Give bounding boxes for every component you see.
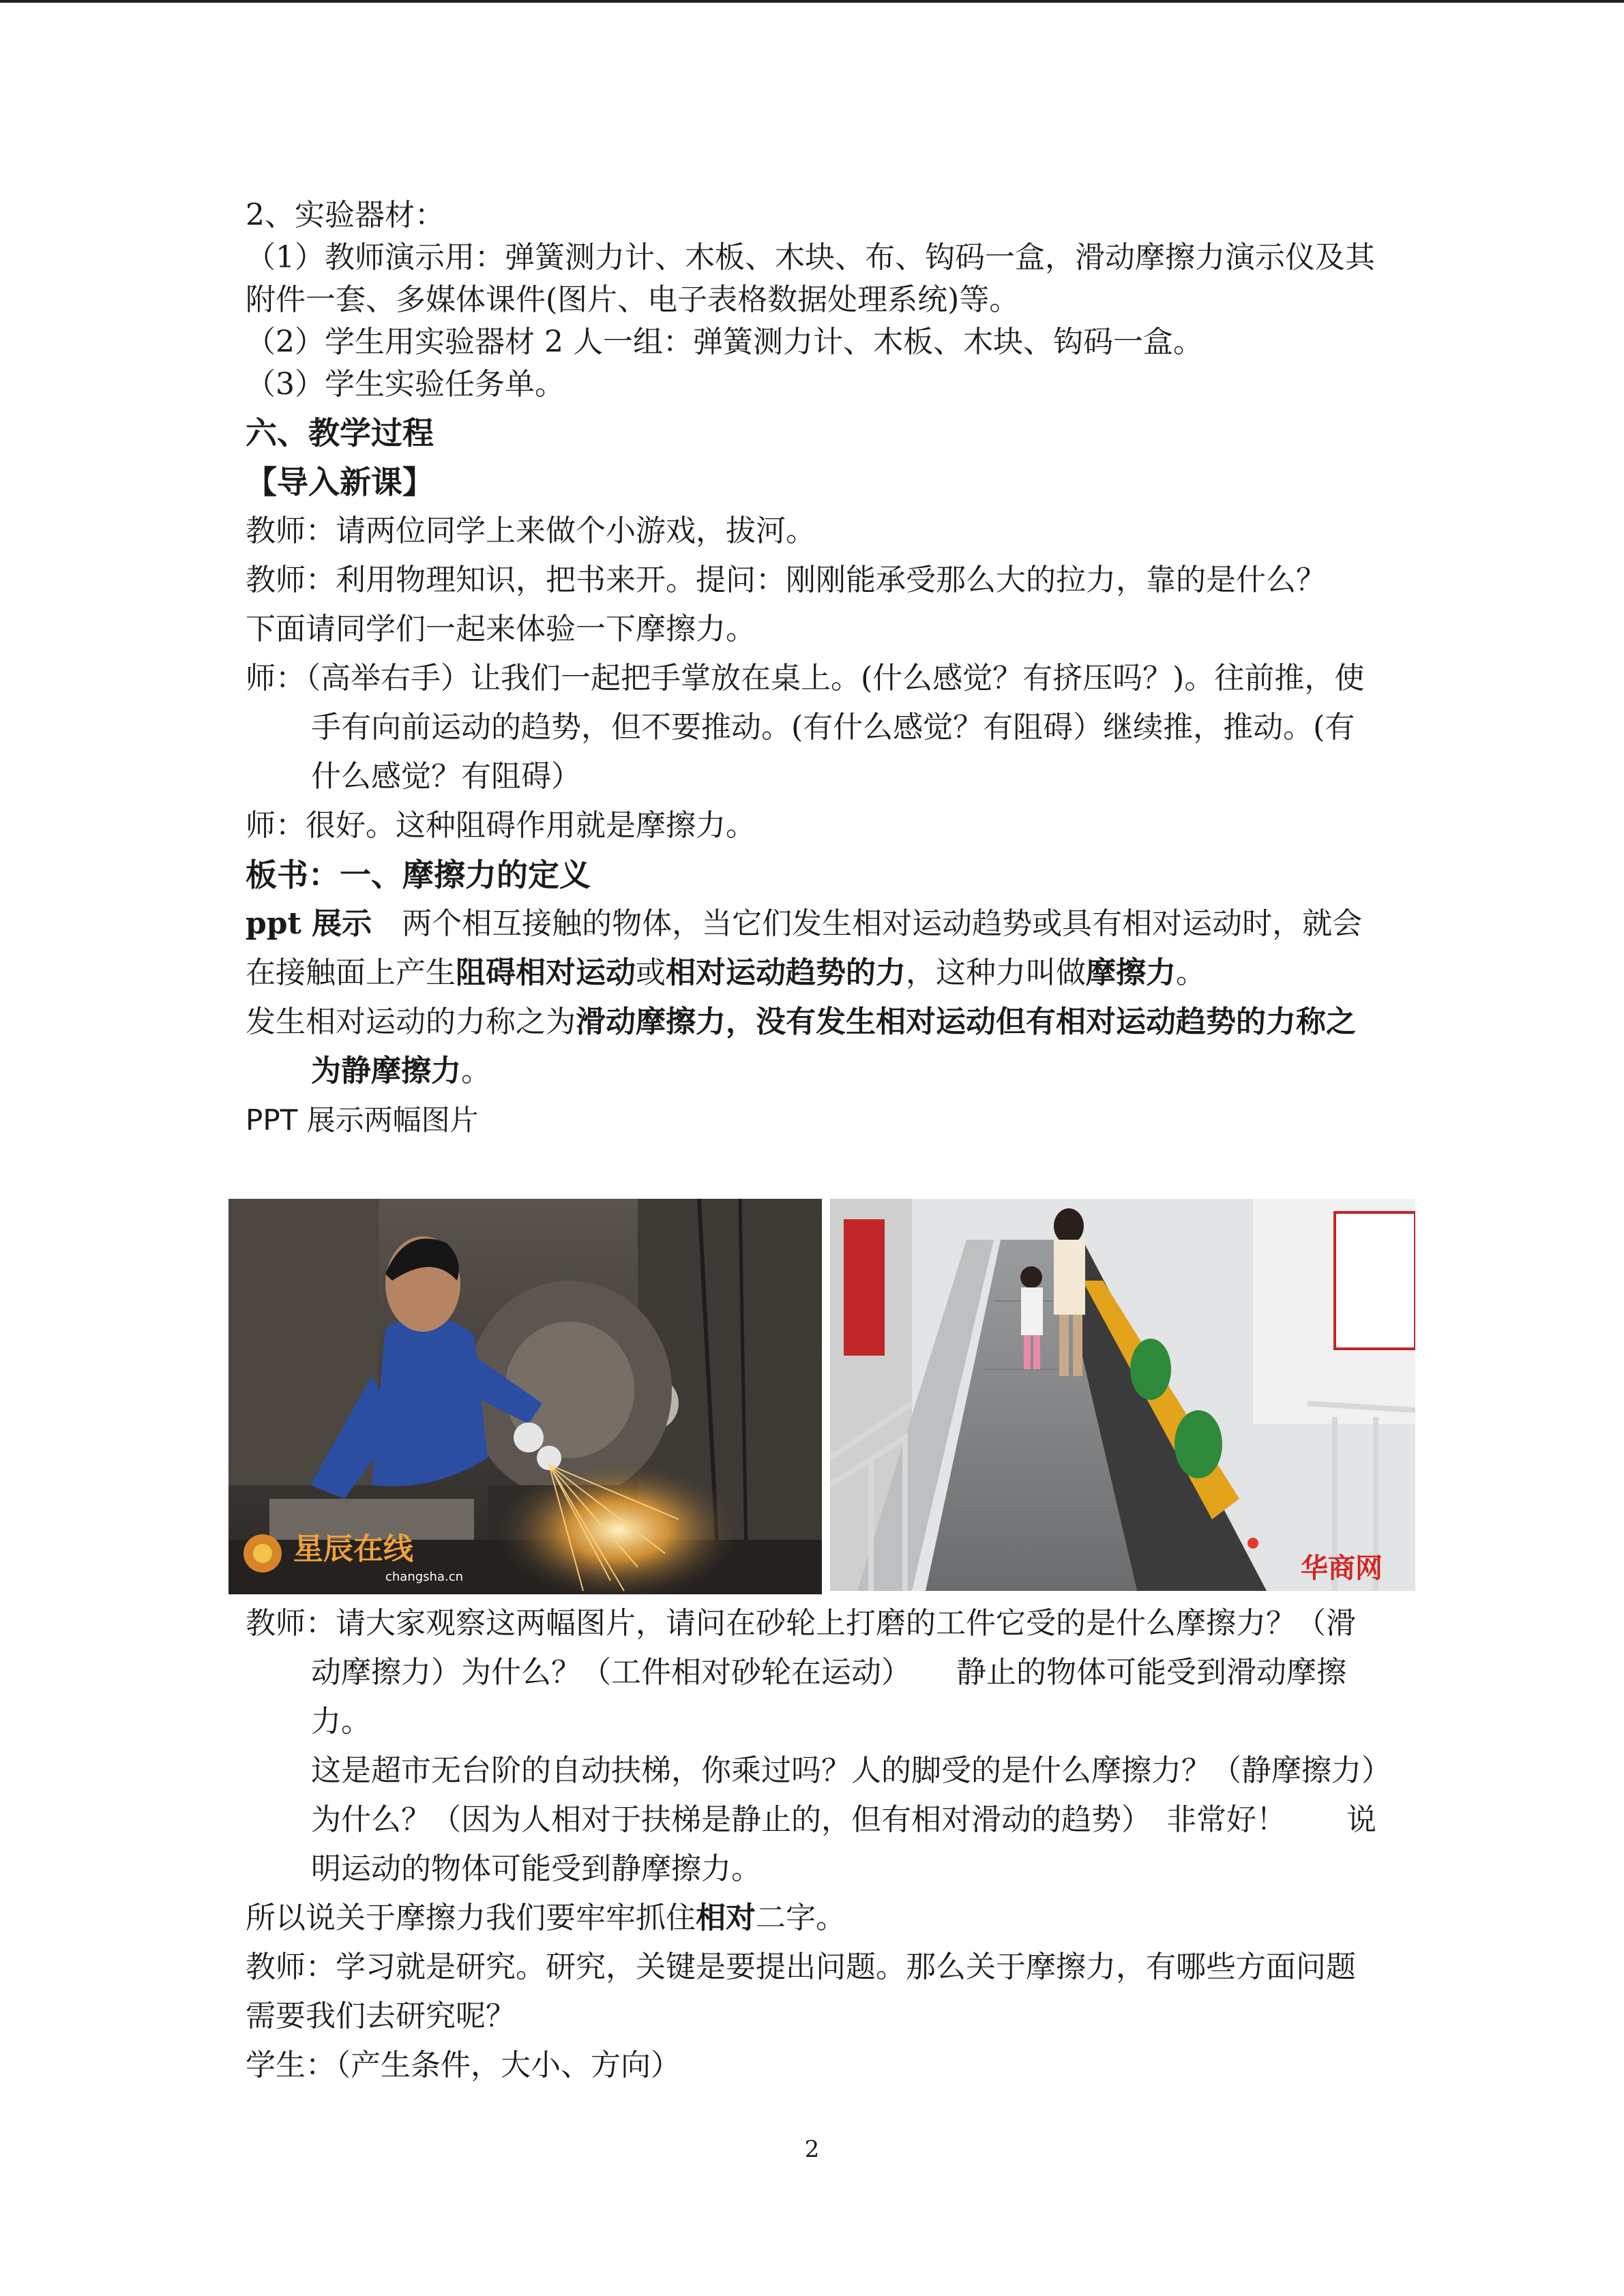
definition-bold-3: 摩擦力: [1086, 955, 1176, 990]
teaching-process-title: 六、教学过程: [246, 415, 434, 451]
grinding-wheel-illustration: [228, 1199, 822, 1594]
intro-paragraph-3: 下面请同学们一起来体验一下摩擦力。: [246, 612, 756, 646]
discussion-3-text-2: 二字。: [756, 1900, 846, 1935]
friction-kinds-paragraph: [246, 998, 1381, 1096]
grinding-wheel-photo: [228, 1199, 822, 1594]
kinds-text-2: 。: [461, 1054, 491, 1088]
discussion-paragraph-3: [246, 1894, 1381, 1943]
definition-text-3: ，这种力叫做: [906, 955, 1086, 990]
photo-row: [228, 1199, 1415, 1594]
board-title: 板书：一、摩擦力的定义: [246, 856, 591, 893]
page-number: 2: [804, 2136, 820, 2163]
discussion-3-text-1: 所以说关于摩擦力我们要牢牢抓住: [246, 1900, 696, 1935]
equipment-item-1: （1）教师演示用：弹簧测力计、木板、木块、布、钩码一盒，滑动摩擦力演示仪及其附件一套、多媒体课件(图片、电子表格数据处理系统)等。: [246, 240, 1375, 317]
discussion-paragraph-4: 教师：学习就是研究。研究，关键是要提出问题。那么关于摩擦力，有哪些方面问题需要我们去研究呢？: [246, 1950, 1356, 2033]
left-watermark-sub: changsha.cn: [385, 1570, 464, 1584]
ppt-images-label: PPT 展示两幅图片: [246, 1103, 479, 1137]
right-watermark: [1301, 1553, 1383, 1584]
intro-title: 【导入新课】: [246, 464, 434, 501]
discussion-3-bold: 相对: [696, 1900, 756, 1935]
kinds-text-1: 发生相对运动的力称之为: [246, 1004, 576, 1039]
definition-paragraph: [246, 899, 1381, 998]
lower-content: [246, 1599, 1381, 2090]
definition-text-4: 。: [1176, 955, 1206, 990]
definition-text-1: 两个相互接触的物体，当它们发生相对运动趋势或具有相对运动时，就会在接触面上产生: [246, 906, 1363, 990]
definition-bold-1: 阻碍相对运动: [456, 955, 636, 990]
discussion-paragraph-1: 教师：请大家观察这两幅图片，请问在砂轮上打磨的工件它受的是什么摩擦力？（滑动摩擦力）为什么？（工件相对砂轮在运动） 静止的物体可能受到滑动摩擦力。: [246, 1606, 1356, 1739]
kinds-bold: 滑动摩擦力，没有发生相对运动但有相对运动趋势的力称之为静摩擦力: [311, 1004, 1356, 1088]
left-watermark-text: 星辰在线: [293, 1532, 413, 1566]
top-border: [0, 0, 1624, 3]
definition-text-2: 或: [636, 955, 666, 990]
intro-paragraph-5: 师：很好。这种阻碍作用就是摩擦力。: [246, 808, 756, 843]
equipment-heading: 2、实验器材：: [246, 198, 445, 233]
intro-paragraph-1: 教师：请两位同学上来做个小游戏，拔河。: [246, 513, 816, 548]
right-watermark-text: 华商网: [1301, 1553, 1383, 1584]
definition-bold-2: 相对运动趋势的力: [666, 955, 906, 990]
intro-paragraph-2: 教师：利用物理知识，把书来开。提问：刚刚能承受那么大的拉力，靠的是什么？: [246, 563, 1326, 597]
intro-paragraph-4: 师：（高举右手）让我们一起把手掌放在桌上。(什么感觉？有挤压吗？)。往前推，使手有向前运动的趋势，但不要推动。(有什么感觉？有阻碍）继续推，推动。(有什么感觉？有阻碍）: [246, 661, 1365, 794]
upper-content: [246, 194, 1381, 1145]
discussion-paragraph-5: 学生：（产生条件，大小、方向）: [246, 2048, 681, 2083]
ppt-label: ppt 展示: [246, 906, 372, 941]
equipment-item-2: （2）学生用实验器材 2 人一组：弹簧测力计、木板、木块、钩码一盒。: [246, 325, 1203, 359]
equipment-item-3: （3）学生实验任务单。: [246, 367, 565, 402]
discussion-paragraph-2: 这是超市无台阶的自动扶梯，你乘过吗？人的脚受的是什么摩擦力？（静摩擦力）为什么？（因为人相对于扶梯是静止的，但有相对滑动的趋势） 非常好！ 说明运动的物体可能受到静摩擦力。: [311, 1753, 1376, 1886]
escalator-illustration: [830, 1199, 1415, 1591]
escalator-photo: [830, 1199, 1415, 1591]
